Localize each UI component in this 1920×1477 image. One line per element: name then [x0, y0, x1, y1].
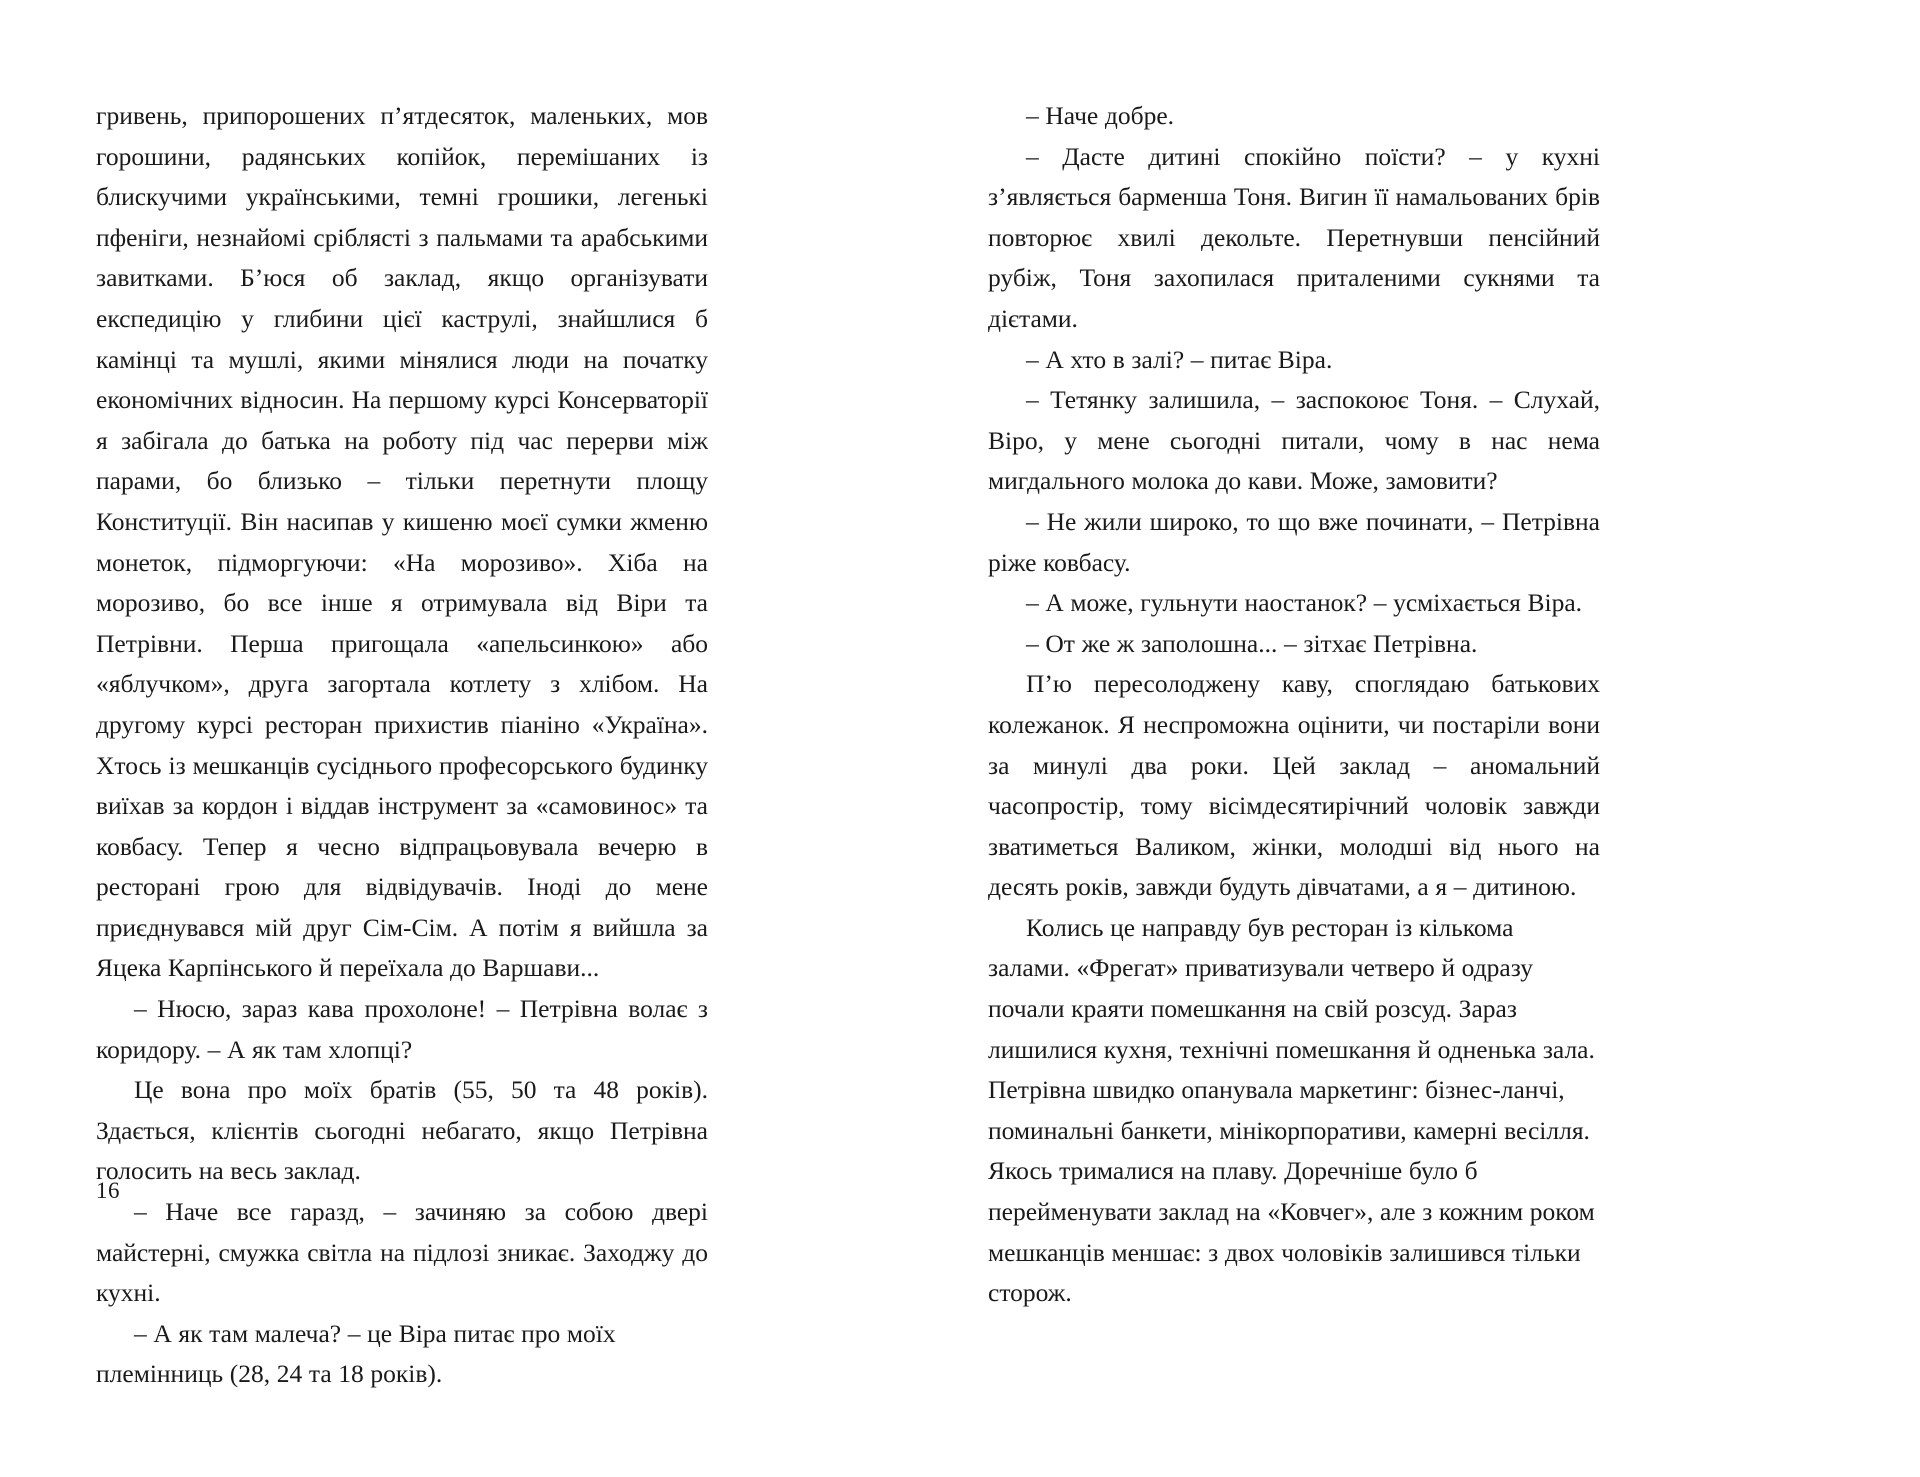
paragraph: – От же ж заполошна... – зітхає Петрівна.: [1026, 628, 1478, 658]
paragraph: Колись це направду був ресторан із кількома залами. «Фрегат» приватизували четверо й одразу почали краяти помешкання на свій розсуд. Зараз лишилися кухня, технічні помешкання й одненька зала. Петрівна швидко опанувала маркетинг: бізнес-ланчі, поминальні банкети, мінікорпоративи, камерні весілля. Якось трималися на плаву. Доречніше було б перейменувати заклад на «Ковчег», але з кожним роком мешканців меншає: з двох чоловіків залишився тільки сторож.: [988, 912, 1595, 1308]
paragraph: – А може, гульнути наостанок? – усміхається Віра.: [1026, 588, 1583, 618]
paragraph: – А хто в залі? – питає Віра.: [1026, 344, 1333, 374]
paragraph: гривень, припорошених п’ятдесяток, маленьких, мов горошини, радянських копійок, перемішаних із блискучими українськими, темні грошики, легенькі пфеніги, незнайомі сріблясті з пальмами та арабськими завитками. Б’юся об заклад, якщо організувати експедицію у глибини цієї каструлі, знайшлися б камінці та мушлі, якими мінялися люди на початку економічних відносин. На першому курсі Консерваторії я забігала до батька на роботу під час перерви між парами, бо близько – тільки перетнути площу Конституції. Він насипав у кишеню моєї сумки жменю монеток, підморгуючи: «На морозиво». Хіба на морозиво, бо все інше я отримувала від Віри та Петрівни. Перша пригощала «апельсинкою» або «яблучком», друга загортала котлету з хлібом. На другому курсі ресторан прихистив піаніно «Україна». Хтось із мешканців сусіднього професорського будинку виїхав за кордон і віддав інструмент за «самовинос» та ковбасу. Тепер я чесно відпрацьовувала вечерю в ресторані грою для відвідувачів. Іноді до мене приєднувався мій друг Сім-Сім. А потім я вийшла за Яцека Карпінського й переїхала до Варшави...: [96, 101, 708, 983]
page-number: 16: [96, 1178, 120, 1203]
paragraph: Це вона про моїх братів (55, 50 та 48 років). Здається, клієнтів сьогодні небагато, якщо Петрівна голосить на весь заклад.: [96, 1075, 708, 1186]
paragraph: – А як там малеча? – це Віра питає про моїх племінниць (28, 24 та 18 років).: [96, 1318, 616, 1389]
paragraph: – Наче все гаразд, – зачиняю за собою двері майстерні, смужка світла на підлозі зникає. Заходжу до кухні.: [96, 1197, 708, 1308]
paragraph: – Наче добре.: [1026, 101, 1175, 130]
paragraph: – Не жили широко, то що вже починати, – Петрівна ріже ковбасу.: [988, 506, 1600, 577]
paragraph: – Тетянку залишила, – заспокоює Тоня. – Слухай, Віро, у мене сьогодні питали, чому в нас нема мигдального молока до кави. Може, замовити?: [988, 385, 1600, 496]
paragraph: П’ю пересолоджену каву, споглядаю батькових колежанок. Я неспроможна оцінити, чи постаріли вони за минулі два роки. Цей заклад – аномальний часопростір, тому вісімдесятирічний чоловік завжди зватиметься Валиком, жінки, молодші від нього на десять років, завжди будуть дівчатами, а я – дитиною.: [988, 669, 1600, 902]
two-column-spread: [0, 96, 1920, 1395]
paragraph: – Дасте дитині спокійно поїсти? – у кухні з’являється барменша Тоня. Вигин її намальованих брів повторює хвилі декольте. Перетнувши пенсійний рубіж, Тоня захопилася приталеними сукнями та дієтами.: [988, 141, 1600, 333]
left-text-column: [96, 96, 708, 1395]
right-text-column: [988, 96, 1600, 1314]
paragraph: – Нюсю, зараз кава прохолоне! – Петрівна волає з коридору. – А як там хлопці?: [96, 994, 708, 1064]
